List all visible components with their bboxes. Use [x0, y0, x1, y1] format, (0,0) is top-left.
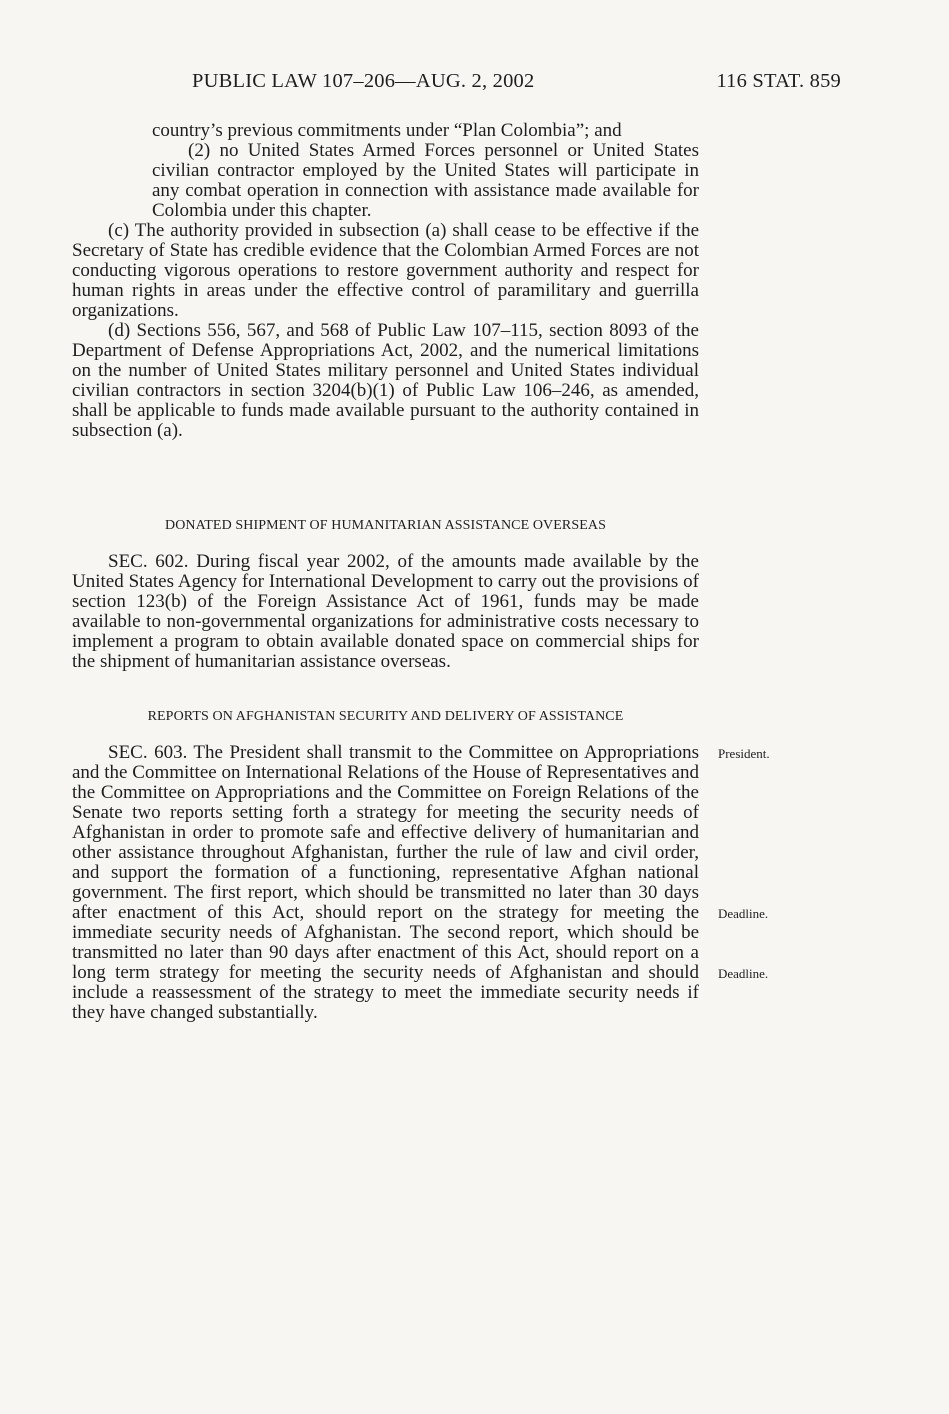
section-601-continuation	[72, 121, 699, 441]
section-603-heading: REPORTS ON AFGHANISTAN SECURITY AND DELIVERY OF ASSISTANCE	[147, 709, 624, 724]
subsection-d: (d) Sections 556, 567, and 568 of Public Law 107–115, section 8093 of the Department of Defense Appropriations Act, 2002, and the numerical limitations on the number of United States military personnel and United States individual civilian contractors in section 3204(b)(1) of Public Law 106–246, as amended, shall be applicable to funds made available pursuant to the authority contained in subsection (a).	[72, 320, 699, 441]
subsection-c: (c) The authority provided in subsection (a) shall cease to be effective if the Secretary of State has credible evidence that the Colombian Armed Forces are not conducting vigorous operations to restore government authority and respect for human rights in areas under the effective control of paramilitary and guerrilla organizations.	[72, 220, 699, 321]
margin-note-deadline-second: Deadline.	[718, 966, 769, 981]
section-602	[72, 552, 699, 672]
margin-note-deadline-first: Deadline.	[718, 906, 769, 921]
page-header-stat: 116 STAT. 859	[716, 70, 841, 92]
page-header-title: PUBLIC LAW 107–206—AUG. 2, 2002	[192, 70, 535, 92]
margin-note-president: President.	[718, 746, 770, 761]
clause-2: (2) no United States Armed Forces personnel or United States civilian contractor employed by the United States will participate in any combat operation in connection with assistance made available for Colombia under this chapter.	[152, 140, 699, 221]
section-603-text: SEC. 603. The President shall transmit to the Committee on Appropriations and the Committee on International Relations of the House of Representatives and the Committee on Appropriations and the Committee on Foreign Relations of the Senate two reports setting forth a strategy for meeting the security needs of Afghanistan in order to promote safe and effective delivery of humanitarian and other assistance throughout Afghanistan, further the rule of law and civil order, and support the formation of a functioning, representative Afghan national government. The first report, which should be transmitted no later than 30 days after enactment of this Act, should report on the strategy for meeting the immediate security needs of Afghanistan. The second report, which should be transmitted no later than 90 days after enactment of this Act, should report on a long term strategy for meeting the security needs of Afghanistan and should include a reassessment of the strategy to meet the immediate security needs if they have changed substantially.	[72, 742, 699, 1023]
section-603	[72, 743, 699, 1023]
section-602-text: SEC. 602. During fiscal year 2002, of the amounts made available by the United States Agency for International Development to carry out the provisions of section 123(b) of the Foreign Assistance Act of 1961, funds may be made available to non-governmental organizations for administrative costs necessary to implement a program to obtain available donated space on commercial ships for the shipment of humanitarian assistance overseas.	[72, 551, 699, 672]
section-602-heading: DONATED SHIPMENT OF HUMANITARIAN ASSISTANCE OVERSEAS	[164, 518, 606, 533]
clause-1-ending: country’s previous commitments under “Plan Colombia”; and	[152, 120, 622, 141]
